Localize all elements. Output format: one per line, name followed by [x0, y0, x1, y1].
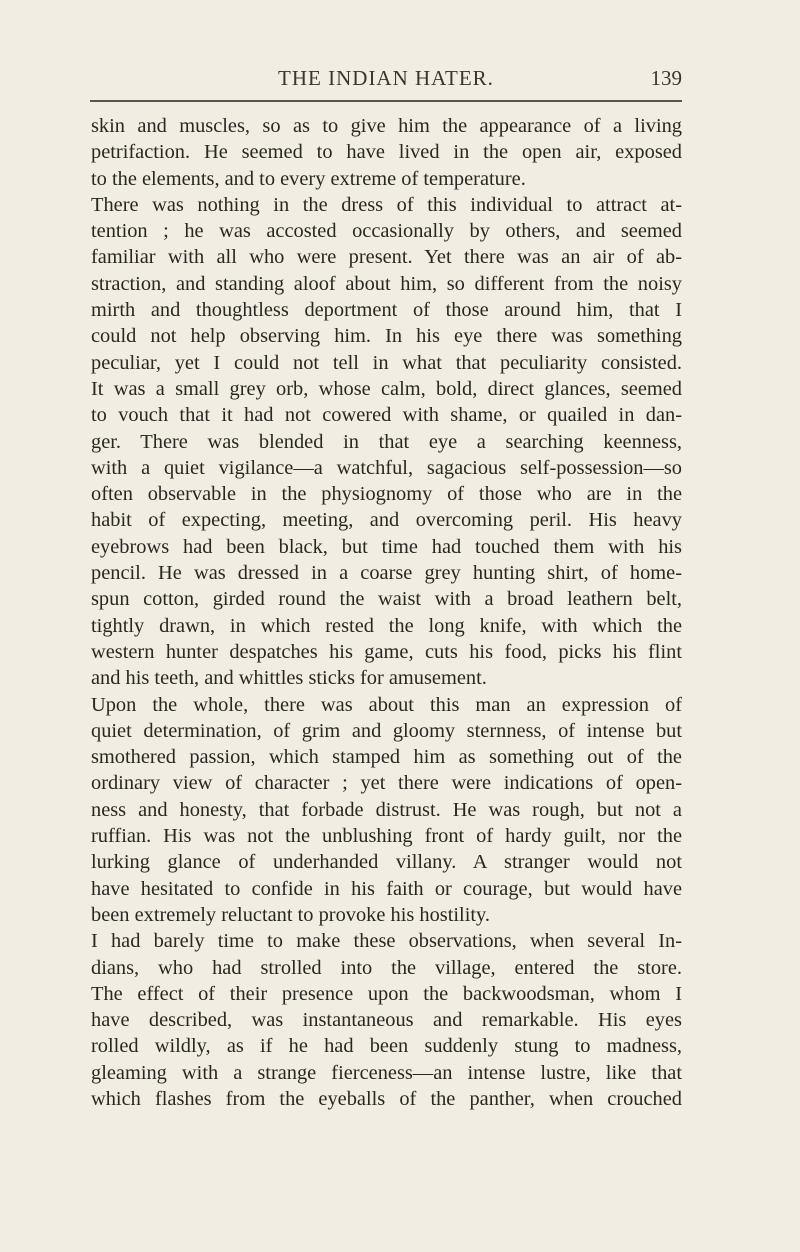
- text-line: peculiar, yet I could not tell in what that peculiarity consisted.: [91, 351, 682, 374]
- text-line: gleaming with a strange fierceness—an intense lustre, like that: [91, 1061, 682, 1084]
- header-rule: [90, 100, 682, 102]
- text-line: There was nothing in the dress of this individual to attract at-: [91, 193, 682, 216]
- text-line: ger. There was blended in that eye a searching keenness,: [91, 430, 682, 453]
- text-line: eyebrows had been black, but time had touched them with his: [91, 535, 682, 558]
- text-line: Upon the whole, there was about this man an expression of: [91, 693, 682, 716]
- text-line: western hunter despatches his game, cuts his food, picks his flint: [91, 640, 682, 663]
- text-line: to the elements, and to every extreme of temperature.: [91, 167, 526, 190]
- running-head: [90, 64, 682, 94]
- text-line: straction, and standing aloof about him, so different from the noisy: [91, 272, 682, 295]
- text-line: lurking glance of underhanded villany. A stranger would not: [91, 851, 682, 874]
- text-line: ordinary view of character ; yet there were indications of open-: [91, 772, 682, 795]
- text-line: rolled wildly, as if he had been suddenly stung to madness,: [91, 1035, 682, 1058]
- body-text: [91, 113, 682, 1112]
- text-line: The effect of their presence upon the backwoodsman, whom I: [91, 982, 682, 1005]
- text-line: to vouch that it had not cowered with shame, or quailed in dan-: [91, 404, 682, 427]
- text-line: have described, was instantaneous and remarkable. His eyes: [91, 1009, 682, 1032]
- text-line: skin and muscles, so as to give him the appearance of a living: [91, 115, 682, 137]
- text-line: pencil. He was dressed in a coarse grey hunting shirt, of home-: [91, 562, 682, 585]
- text-line: tention ; he was accosted occasionally by others, and seemed: [91, 220, 682, 243]
- text-line: been extremely reluctant to provoke his hostility.: [91, 903, 491, 926]
- text-line: which flashes from the eyeballs of the panther, when crouched: [91, 1087, 682, 1110]
- text-line: spun cotton, girded round the waist with a broad leathern belt,: [91, 588, 682, 611]
- text-line: could not help observing him. In his eye there was something: [91, 325, 682, 348]
- text-line: I had barely time to make these observations, when several In-: [91, 930, 682, 953]
- running-head-title: THE INDIAN HATER.: [278, 66, 494, 90]
- text-line: smothered passion, which stamped him as something out of the: [91, 746, 682, 769]
- text-line: petrifaction. He seemed to have lived in the open air, exposed: [91, 141, 682, 164]
- text-line: have hesitated to confide in his faith or courage, but would have: [91, 877, 682, 900]
- text-line: often observable in the physiognomy of those who are in the: [91, 483, 682, 506]
- text-line: tightly drawn, in which rested the long knife, with which the: [91, 614, 682, 637]
- text-line: and his teeth, and whittles sticks for amusement.: [91, 667, 487, 690]
- text-line: habit of expecting, meeting, and overcoming peril. His heavy: [91, 509, 682, 532]
- text-line: quiet determination, of grim and gloomy sternness, of intense but: [91, 719, 682, 742]
- text-line: ness and honesty, that forbade distrust. He was rough, but not a: [91, 798, 682, 821]
- text-line: with a quiet vigilance—a watchful, sagacious self-possession—so: [91, 456, 682, 479]
- text-line: dians, who had strolled into the village, entered the store.: [91, 956, 682, 979]
- page-number: 139: [650, 66, 682, 90]
- text-line: mirth and thoughtless deportment of those around him, that I: [91, 299, 682, 322]
- text-line: ruffian. His was not the unblushing front of hardy guilt, nor the: [91, 825, 682, 848]
- text-line: familiar with all who were present. Yet there was an air of ab-: [91, 246, 682, 269]
- text-line: It was a small grey orb, whose calm, bold, direct glances, seemed: [91, 377, 682, 400]
